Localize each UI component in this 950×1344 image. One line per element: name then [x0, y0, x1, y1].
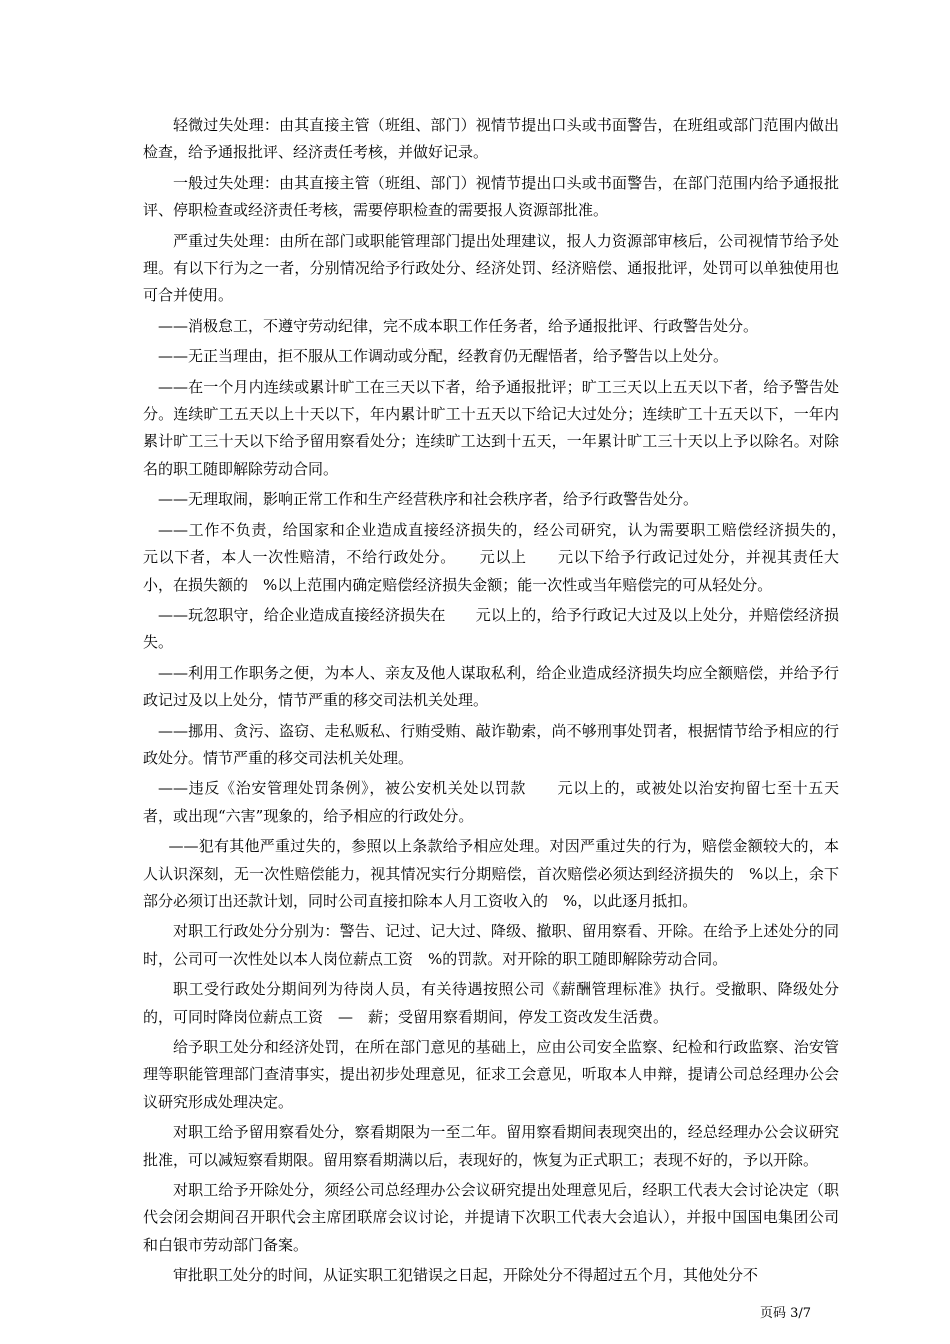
- paragraph-investigation: 给予职工处分和经济处罚，在所在部门意见的基础上，应由公司安全监察、纪检和行政监察、治安管理等职能管理部门查清事实，提出初步处理意见，征求工会意见，听取本人申辩，提请公司总经理办公会议研究形成处理决定。: [143, 1038, 839, 1111]
- paragraph-serious-fault: 严重过失处理：由所在部门或职能管理部门提出处理建议，报人力资源部审核后，公司视情节给予处理。有以下行为之一者，分别情况给予行政处分、经济处罚、经济赔偿、通报批评，处罚可以单独使用也可合并使用。: [143, 231, 839, 305]
- clause-public-security: ——违反《治安管理处罚条例》，被公安机关处以罚款 元以上的，或被处以治安拘留七至十五天者，或出现“六害”现象的，给予相应的行政处分。: [143, 779, 839, 825]
- clause-abuse-of-position: ——利用工作职务之便，为本人、亲友及他人谋取私利，给企业造成经济损失均应全额赔偿，并给予行政记过及以上处分，情节严重的移交司法机关处理。: [143, 663, 839, 710]
- paragraph-general-fault: 一般过失处理：由其直接主管（班组、部门）视情节提出口头或书面警告，在部门范围内给予通报批评、停职检查或经济责任考核，需要停职检查的需要报人资源部批准。: [143, 173, 839, 220]
- paragraph-dismissal: 对职工给予开除处分，须经公司总经理办公会议研究提出处理意见后，经职工代表大会讨论决定（职代会闭会期间召开职代会主席团联席会议讨论，并提请下次职工代表大会追认），并报中国国电集团公司和白银市劳动部门备案。: [143, 1181, 839, 1254]
- clause-irresponsibility: ——工作不负责，给国家和企业造成直接经济损失的，经公司研究，认为需要职工赔偿经济损失的， 元以下者，本人一次性赔清，不给行政处分。 元以上 元以下给予行政记过处分，并视其责任大小，在损失额的 %以上范围内确定赔偿经济损失金额；能一次性或当年赔偿完的可从轻处分。: [143, 520, 870, 594]
- page-number: 页码 3/7: [760, 1306, 812, 1321]
- document-body: [143, 112, 870, 1293]
- paragraph-administrative-penalties: 对职工行政处分分别为：警告、记过、记大过、降级、撤职、留用察看、开除。在给予上述处分的同时，公司可一次性处以本人岗位薪点工资 %的罚款。对开除的职工随即解除劳动合同。: [143, 922, 839, 968]
- paragraph-approval-time: 审批职工处分的时间，从证实职工犯错误之日起，开除处分不得超过五个月，其他处分不: [173, 1266, 759, 1285]
- clause-disturbance: ——无理取闹，影响正常工作和生产经营秩序和社会秩序者，给予行政警告处分。: [158, 490, 699, 509]
- clause-slacking: ——消极怠工，不遵守劳动纪律，完不成本职工作任务者，给予通报批评、行政警告处分。: [158, 316, 759, 335]
- clause-absenteeism: ——在一个月内连续或累计旷工在三天以下者，给予通报批评；旷工三天以上五天以下者，给予警告处分。连续旷工五天以上十天以下，年内累计旷工十五天以下给记大过处分；连续旷工十五天以下，一年内累计旷工三十天以下给予留用察看处分；连续旷工达到十五天，一年累计旷工三十天以上予以除名。对除名的职工随即解除劳动合同。: [143, 377, 839, 478]
- paragraph-penalty-period: 职工受行政处分期间列为待岗人员，有关待遇按照公司《薪酬管理标准》执行。受撤职、降级处分的，可同时降岗位薪点工资 — 薪；受留用察看期间，停发工资改发生活费。: [143, 980, 839, 1026]
- clause-embezzlement: ——挪用、贪污、盗窃、走私贩私、行贿受贿、敲诈勒索，尚不够刑事处罚者，根据情节给予相应的行政处分。情节严重的移交司法机关处理。: [143, 721, 839, 767]
- clause-dereliction: ——玩忽职守，给企业造成直接经济损失在 元以上的，给予行政记大过及以上处分，并赔偿经济损失。: [143, 605, 839, 652]
- clause-other-faults: ——犯有其他严重过失的，参照以上条款给予相应处理。对因严重过失的行为，赔偿金额较大的，本人认识深刻，无一次性赔偿能力，视其情况实行分期赔偿，首次赔偿必须达到经济损失的 %以上，余下部分必须订出还款计划，同时公司直接扣除本人月工资收入的 %，以此逐月抵扣。: [143, 837, 839, 910]
- clause-refusing-assignment: ——无正当理由，拒不服从工作调动或分配，经教育仍无醒悟者，给予警告以上处分。: [158, 347, 729, 366]
- paragraph-probation: 对职工给予留用察看处分，察看期限为一至二年。留用察看期间表现突出的，经总经理办公会议研究批准，可以减短察看期限。留用察看期满以后，表现好的，恢复为正式职工；表现不好的，予以开除。: [143, 1123, 839, 1169]
- paragraph-minor-fault: 轻微过失处理：由其直接主管（班组、部门）视情节提出口头或书面警告，在班组或部门范围内做出检查，给予通报批评、经济责任考核，并做好记录。: [143, 116, 839, 162]
